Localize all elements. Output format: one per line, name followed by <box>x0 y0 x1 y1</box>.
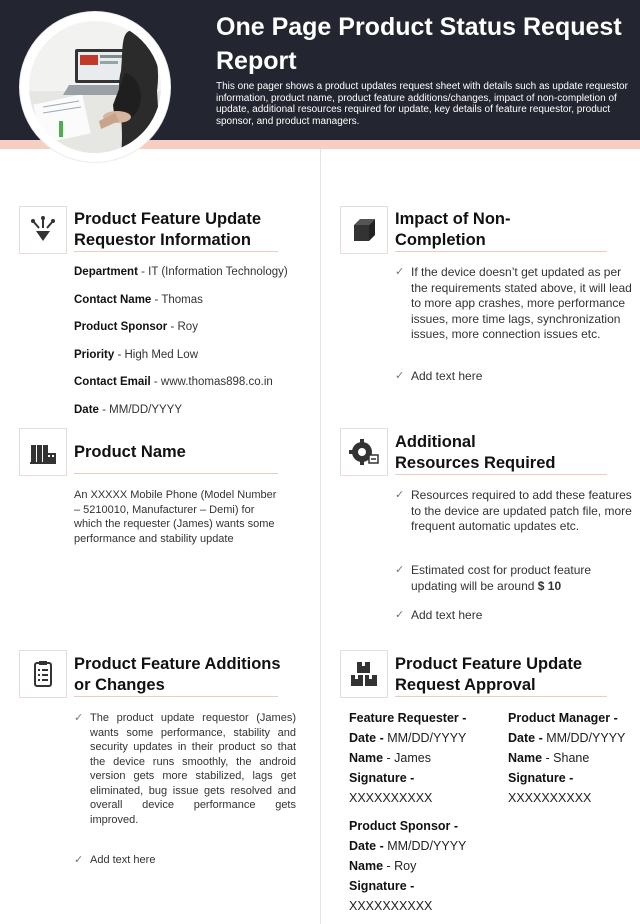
header-photo-frame <box>20 12 170 162</box>
checkmark-icon: ✓ <box>395 266 405 278</box>
approval-product-manager: Product Manager - Date - MM/DD/YYYY Name - Shane Signature - XXXXXXXXXX <box>508 711 626 805</box>
gear-person-icon <box>340 428 388 476</box>
page-title: One Page Product Status Request Report <box>216 13 622 75</box>
section-rule <box>395 474 607 475</box>
checkmark-icon: ✓ <box>74 712 84 724</box>
idea-sparkle-icon <box>19 206 67 254</box>
field-contact-name: Contact Name - Thomas <box>74 294 203 306</box>
resources-bullet-cost: ✓ Estimated cost for product feature updating will be around $ 10 <box>395 563 592 593</box>
section-rule <box>74 251 278 252</box>
factory-icon <box>19 428 67 476</box>
checkmark-icon: ✓ <box>395 489 405 501</box>
impact-bullet: ✓ If the device doesn’t get updated as per the requirements stated above, it will lead to more app crashes, more performance issues, more time lags, synchronization issues, more connection issues etc. <box>395 265 632 341</box>
impact-bullet: ✓ Add text here <box>395 369 483 383</box>
field-contact-email: Contact Email - www.thomas898.co.in <box>74 376 273 388</box>
approval-section-title: Product Feature Update Request Approval <box>395 655 583 694</box>
additions-bullet: ✓ The product update requestor (James) wants some performance, stability and security updates in their product so that the device runs smoothly, the android version gets more stabilized, lags get eliminated, bug issue gets resolved and overall device performance gets improved. <box>74 712 296 826</box>
impact-section-title: Impact of Non- Completion <box>395 210 511 249</box>
page-subtitle: This one pager shows a product updates request sheet with details such as update requestor information, product name, product feature additions/changes, impact of non-completion of update, additional resources required for update, key details of feature requestor, product sponsor, and product managers. <box>216 81 628 127</box>
section-rule <box>395 251 607 252</box>
field-department: Department - IT (Information Technology) <box>74 266 288 278</box>
resources-bullet: ✓ Resources required to add these features to the device are updated patch file, more frequent automatic updates etc. <box>395 488 632 533</box>
checklist-icon <box>19 650 67 698</box>
field-date: Date - MM/DD/YYYY <box>74 404 182 416</box>
product-name-section-title: Product Name <box>74 443 186 461</box>
laptop-workspace-photo <box>29 21 161 153</box>
boxes-icon <box>340 650 388 698</box>
box-icon <box>340 206 388 254</box>
section-rule <box>395 696 607 697</box>
checkmark-icon: ✓ <box>74 854 84 866</box>
field-product-sponsor: Product Sponsor - Roy <box>74 321 198 333</box>
checkmark-icon: ✓ <box>395 609 405 621</box>
approval-feature-requester: Feature Requester - Date - MM/DD/YYYY Name - James Signature - XXXXXXXXXX <box>349 711 467 805</box>
checkmark-icon: ✓ <box>395 564 405 576</box>
approval-product-sponsor: Product Sponsor - Date - MM/DD/YYYY Name - Roy Signature - XXXXXXXXXX <box>349 819 467 913</box>
column-divider <box>320 149 321 924</box>
requestor-section-title: Product Feature Update Requestor Information <box>74 210 262 249</box>
section-rule <box>74 696 278 697</box>
resources-bullet: ✓ Add text here <box>395 608 483 622</box>
additions-section-title: Product Feature Additions or Changes <box>74 655 281 694</box>
resources-section-title: Additional Resources Required <box>395 433 556 472</box>
additions-bullet: ✓ Add text here <box>74 854 156 866</box>
product-name-description: An XXXXX Mobile Phone (Model Number – 5210010, Manufacturer – Demi) for which the requester (James) wants some performance and stability update <box>74 489 277 545</box>
field-priority: Priority - High Med Low <box>74 349 198 361</box>
checkmark-icon: ✓ <box>395 370 405 382</box>
section-rule <box>74 473 278 474</box>
